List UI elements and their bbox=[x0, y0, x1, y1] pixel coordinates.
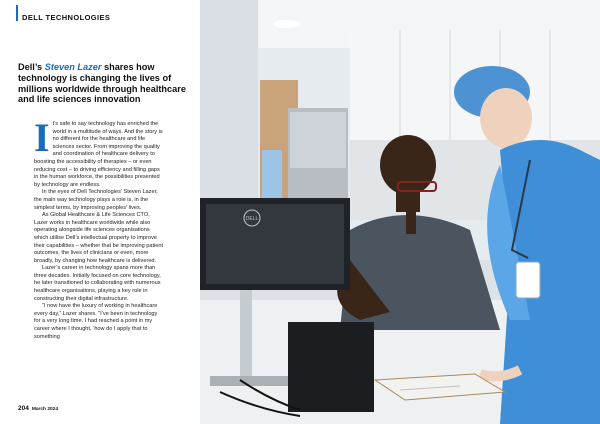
headline-prefix: Dell’s bbox=[18, 62, 45, 72]
clinicians-at-computer-illustration bbox=[200, 0, 600, 424]
text-column bbox=[0, 0, 200, 424]
section-kicker: DELL TECHNOLOGIES bbox=[22, 13, 111, 22]
page-footer bbox=[18, 405, 58, 412]
section-rule bbox=[16, 5, 18, 21]
body-paragraph: t’s safe to say technology has enriched the world in a multitude of ways. And the story is no different for the healthcare and life sciences sector. From improving the quality and coordination of healthcare delivery to boosting the accessibility of therapies – or even reducing cost – to driving efficiency and filling gaps in the human workforce, the possibilities presented by technology are endless. bbox=[34, 121, 163, 188]
page-number: 204 bbox=[18, 405, 29, 412]
issue-date: March 2024 bbox=[31, 407, 58, 412]
body-paragraph: In the eyes of Dell Technologies’ Steven Lazer, the main way technology plays a role is, in the simplest terms, by improving peoples’ lives. bbox=[34, 189, 158, 211]
headline-rest: shares how technology is changing the lives of millions worldwide through healthcare and life sciences innovation bbox=[18, 62, 186, 105]
body-paragraph: “I now have the luxury of working in healthcare every day,” Lazer shares. “I’ve been in technology for a very long time. I had reached a point in my career where I thought, ‘how do I apply that to something bbox=[34, 303, 158, 340]
drop-cap: I bbox=[34, 115, 50, 160]
headline-name: Steven Lazer bbox=[44, 62, 102, 72]
monitor-logo: DELL bbox=[245, 216, 259, 222]
article-photo bbox=[200, 0, 600, 424]
body-paragraph: Lazer’s career in technology spans more than three decades. Initially focused on core technology, he later transitioned to collaborating with numerous healthcare organisations, playing a key role in constructing their digital infrastructure. bbox=[34, 265, 161, 302]
article-headline bbox=[18, 62, 196, 105]
article-body bbox=[34, 115, 164, 341]
body-paragraph: As Global Healthcare & Life Sciences CTO, Lazer works in healthcare worldwide while also operating alongside life sciences organisations which utilise Dell’s intellectual property to improve their capabilities – whether that be improving patient outcomes, the lives of clinicians or even, more broadly, by changing how healthcare is delivered. bbox=[34, 212, 164, 264]
